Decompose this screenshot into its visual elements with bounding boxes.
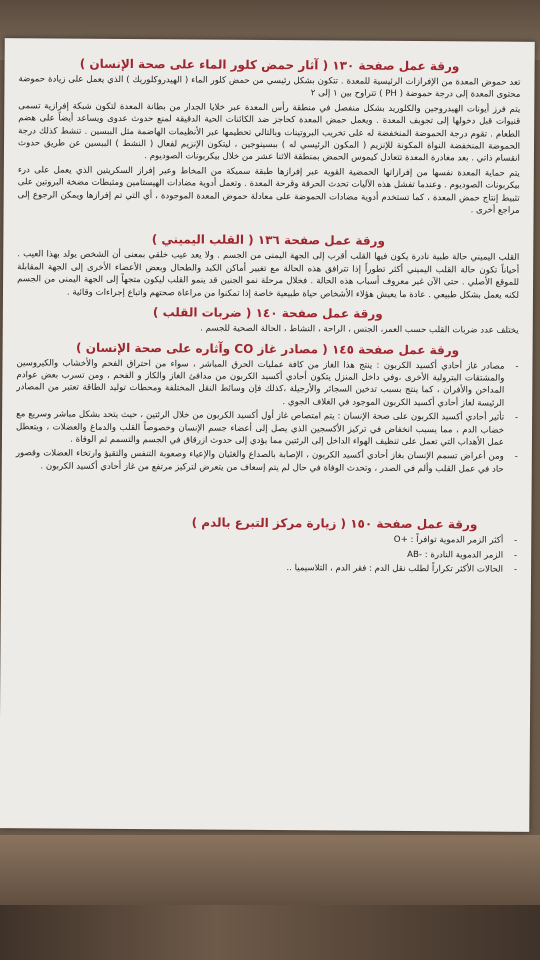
section-heading-dextrocardia: ورقة عمل صفحة ١٣٦ ( القلب اليميني ) <box>151 232 385 249</box>
section-heading-hydrochloric-acid: ورقة عمل صفحة ١٣٠ ( آثار حمض كلور الماء على صحة الإنسان ) <box>79 56 460 74</box>
list-item-text: الحالات الأكثر تكراراً لطلب نقل الدم : فقر الدم ، التلاسيميا .. <box>286 563 504 575</box>
paragraph: يتم حماية المعدة نفسها من إفرازاتها الحمضية القوية عبر إفرازها طبقة سميكة من المخاط وعبر إفراز السكريتين الذي يعمل على درء بيكربونات الصوديوم . وعندما تفشل هذه الآليات تحدث الحرقة وقرحة المعدة . وتعمل أدوية مضادات الهيستامين ومثبطات مضخة البروتين على تثبيط إنتاج حمض المعدة ، كما تستخدم أدوية مضادات الحموضة على معادلة حموض المعدة الموجودة ، أي التي تم إفرازها ويمكن الرجوع إلى مراجع أخرى . <box>17 165 520 216</box>
paragraph: يتم فرز أيونات الهيدروجين والكلوريد بشكل منفصل في منطقة رأس المعدة عبر خلايا الجدار من بطانة المعدة لتكون شبكة إفرازية تسمى قنيوات قبل دخولها إلى تجويف المعدة . ويعمل حمض المعدة كحاجز ضد الكائنات الحية الدقيقة لمنع حدوث عدوى ويساعد أيضاً على هضم الطعام . تقوم درجة الحموضة المنخفضة له على تخريب البروتينات وبالتالي تحطيمها عبر الأنظيمات الهاضمة مثل الببسين . تنشط كذلك درجة الحموضة المنخفضة النواة المكونة للإنزيم ( المكون الرئيسي له ) ببسينوجين ، ليتكون الإنزيم لفعال ( النشط ) الببسين عن طريق حدوث انقسام ذاتي . بعد مغادرة المعدة تتعادل كيموس الحمض بمنطقة الاثنا عشر من خلال بيكربونات الصوديوم . <box>17 101 521 165</box>
paragraph: يختلف عدد ضربات القلب حسب العمر، الجنس ، الراحة ، النشاط ، الحالة الصحية للجسم . <box>200 323 519 336</box>
worksheet-paper <box>0 38 535 832</box>
list-item-text: تأثير أحادي أكسيد الكربون على صحة الإنسان : يتم امتصاص غاز أول أكسيد الكربون من خلال الرئتين ، حيث يتحد بشكل مباشر وسريع مع خضاب الدم ، مما يسبب انخفاض في تركيز الأكسجين الذي يصل إلى أعضاء جسم الإنسان وخصوصاً القلب والدماغ والعضلات ، ويتعطل عمل الأهداب التي تعمل على تنظيف الهواء الداخل إلى الرئتين مما يؤدي إلى حدوث ازرقاق في الجسم والتسمم ثم الوفاة . <box>16 409 505 448</box>
blood-bullet-list <box>15 531 517 576</box>
co-bullet-list <box>16 357 519 476</box>
list-item: - الزمر الدموية النادرة : -AB <box>407 549 518 561</box>
list-item-text: أكثر الزمر الدموية توافراً : +O <box>393 535 504 546</box>
list-item-text: مصادر غاز أحادي أكسيد الكربون : ينتج هذا الغاز من كافة عمليات الحرق المباشر ، سواء من احتراق الفحم والأخشاب والكيروسين والمشتقات البترولية الأخرى ،وفي داخل المنزل يتكون أحادي أكسيد الكربون من مدافئ الغاز والكاز و الفحم ، ومن تسرب بعض عوادم المداخن والأفران ، كما ينتج بسبب تدخين السجائر والأرجيلة ،كذلك فإن وسائط النقل المختلفة ومحطات توليد الطاقة تعتبر من المصادر الرئيسة لغاز أحادي أكسيد الكربون الموجود في الغلاف الجوي . <box>16 357 505 409</box>
list-item: - أكثر الزمر الدموية توافراً : +O <box>393 535 518 546</box>
paragraph: القلب اليميني حالة طبية نادرة يكون فيها القلب أقرب إلى الجهة اليمنى من الجسم . ولا يعد عيب خلقي بمعنى أن الشخص يولد بهذا العيب . أحياناً تكون حالة القلب اليميني أكثر تطوراً إذا تترافق هذه الحالة مع تغيير أماكن الكبد والطحال وبعض الأعضاء الأخرى إلى الجهة المقابلة للموقع الأصلي . حتى الآن غير معروف أسباب هذه الحالة . فخلال مرحلة نمو الجنين قد ينمو القلب ليكون متجهاً إلى الجهة اليمنى من الجسم لكنه يعمل بشكل طبيعي . عادة ما يعيش هؤلاء الأشخاص حياة طبيعية خاصة إذا تمكنوا من مراعاة صحتهم واتباع إجراءات وقائية . <box>17 249 520 301</box>
list-item: - تأثير أحادي أكسيد الكربون على صحة الإنسان : يتم امتصاص غاز أول أكسيد الكربون من خلال الرئتين ، حيث يتحد بشكل مباشر وسريع مع خضاب الدم ، مما يسبب انخفاض في تركيز الأكسجين الذي يصل إلى أعضاء جسم الإنسان وخصوصاً القلب والدماغ والعضلات ، ويتعطل عمل الأهداب التي تعمل على تنظيف الهواء الداخل إلى الرئتين مما يؤدي إلى حدوث ازرقاق في الجسم والتسمم ثم الوفاة . <box>16 409 519 448</box>
worksheet-content <box>13 50 520 821</box>
list-item-text: الزمر الدموية النادرة : -AB <box>407 549 504 561</box>
paragraph: تعد حموض المعدة من الإفرازات الرئيسية للمعدة . تتكون بشكل رئيسي من حمض كلور الماء ( الهيدروكلوريك ) الذي يعمل على زيادة حموضة محتوى المعدة إلى درجة حموضة ( PH ) تتراوح بين ١ إلى ٢ <box>18 74 521 101</box>
list-item: - مصادر غاز أحادي أكسيد الكربون : ينتج هذا الغاز من كافة عمليات الحرق المباشر ، سواء من احتراق الفحم والأخشاب والكيروسين والمشتقات البترولية الأخرى ،وفي داخل المنزل يتكون أحادي أكسيد الكربون من مدافئ الغاز والكاز و الفحم ، ومن تسرب بعض عوادم المداخن والأفران ، كما ينتج بسبب تدخين السجائر والأرجيلة ،كذلك فإن وسائط النقل المختلفة ومحطات توليد الطاقة تعتبر من المصادر الرئيسة لغاز أحادي أكسيد الكربون الموجود في الغلاف الجوي . <box>16 357 519 409</box>
background-floor-shadow <box>0 905 540 960</box>
section-heading-blood-donation: ورقة عمل صفحة ١٥٠ ( زيارة مركز التبرع بالدم ) <box>191 515 478 532</box>
list-item-text: ومن أعراض تسمم الإنسان بغاز أحادي أكسيد الكربون ، الإصابة بالصداع والغثيان والإعياء وصعوبة التنفس والتقيؤ وارتخاء العضلات وقصور حاد في عمل القلب وألم في الصدر ، وتحدث الوفاة في حال لم يتم إسعاف من يتعرض لتركيز مرتفع من غاز أحادي أكسيد الكربون . <box>15 448 504 475</box>
list-item: - ومن أعراض تسمم الإنسان بغاز أحادي أكسيد الكربون ، الإصابة بالصداع والغثيان والإعياء وصعوبة التنفس والتقيؤ وارتخاء العضلات وقصور حاد في عمل القلب وألم في الصدر ، وتحدث الوفاة في حال لم يتم إسعاف من يتعرض لتركيز مرتفع من غاز أحادي أكسيد الكربون . <box>15 448 518 475</box>
section-heading-carbon-monoxide: ورقة عمل صفحة ١٤٥ ( مصادر غاز CO وآثاره على صحة الإنسان ) <box>76 340 460 357</box>
section-heading-heart-rate: ورقة عمل صفحة ١٤٠ ( ضربات القلب ) <box>152 305 383 321</box>
list-item: - الحالات الأكثر تكراراً لطلب نقل الدم : فقر الدم ، التلاسيميا .. <box>286 563 518 575</box>
